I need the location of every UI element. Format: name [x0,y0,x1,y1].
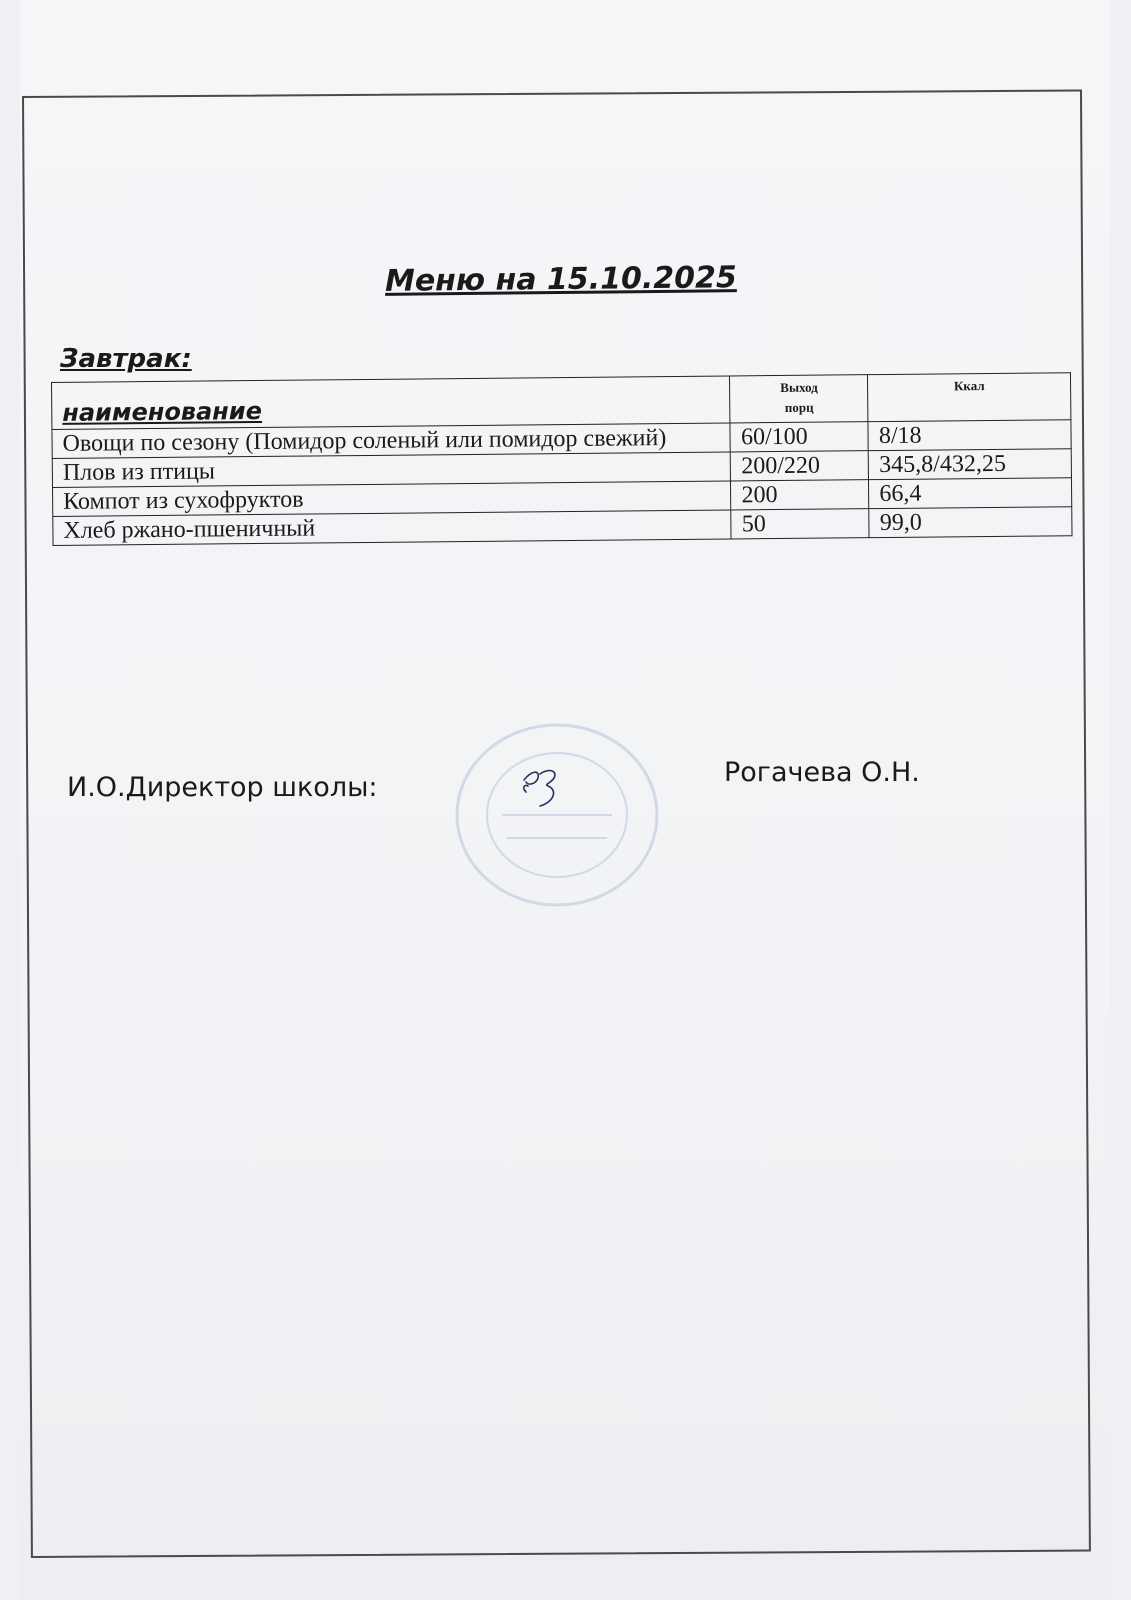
dish-kcal: 8/18 [868,420,1071,451]
page-title: Меню на 15.10.2025 [384,260,737,299]
header-output [730,375,868,423]
director-label: И.О.Директор школы: [67,772,378,803]
dish-kcal: 99,0 [869,507,1072,538]
dish-name: Хлеб ржано-пшеничный [53,510,732,546]
header-output-line1: Выход [780,379,818,395]
school-stamp [452,720,662,910]
director-signature [518,762,570,810]
director-name: Рогачева О.Н. [724,757,920,788]
menu-table [51,372,1073,546]
dish-output: 200/220 [731,451,869,481]
meal-heading: Завтрак: [60,344,192,374]
dish-output: 60/100 [730,422,868,452]
dish-name: Овощи по сезону (Помидор соленый или помидор свежий) [52,423,731,459]
dish-output: 50 [731,509,869,539]
dish-output: 200 [731,480,869,510]
dish-name: Плов из птицы [52,452,731,488]
dish-kcal: 345,8/432,25 [869,449,1072,480]
header-kcal: Ккал [868,373,1071,422]
header-name: наименование [52,376,731,430]
dish-name: Компот из сухофруктов [53,481,732,517]
header-output-line2: порц [784,399,814,415]
dish-kcal: 66,4 [869,478,1072,509]
